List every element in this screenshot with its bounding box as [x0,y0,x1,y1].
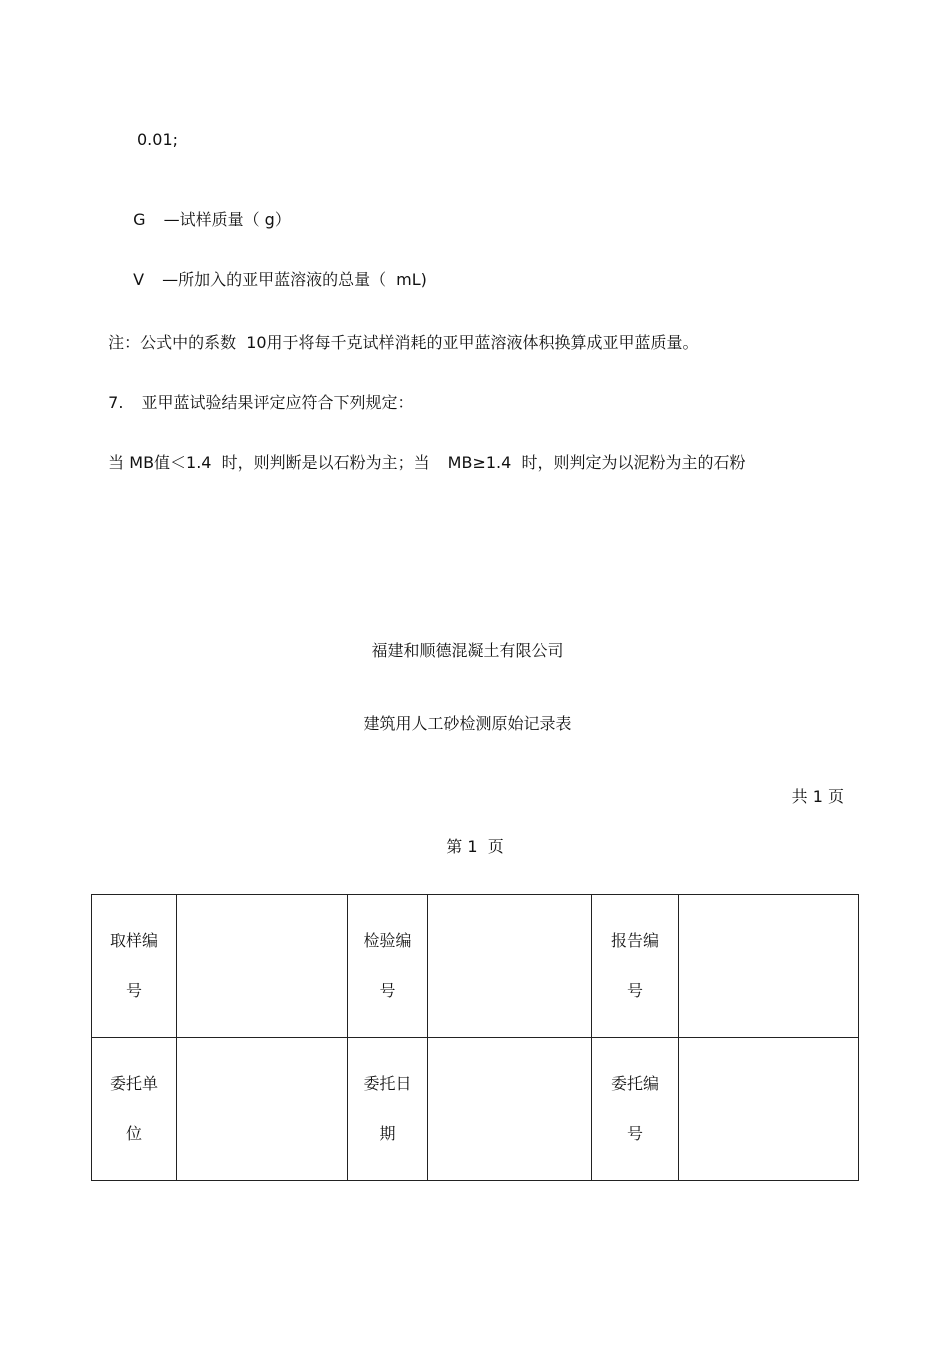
g-definition [123,190,291,230]
mb-criteria-part2: MB≥1.4 时，则判定为以泥粉为主的石粉 [447,453,746,472]
v-description: —所加入的亚甲蓝溶液的总量（ [162,270,387,289]
total-pages: 共 1 页 [791,787,844,806]
commission-date-value[interactable] [428,1038,592,1181]
inspection-number-label: 检验编 号 [348,895,428,1038]
client-unit-value[interactable] [177,1038,348,1181]
v-symbol: V [133,270,145,289]
item-7 [98,373,413,413]
item-7-number: 7. [108,393,124,412]
sample-number-value[interactable] [177,895,348,1038]
table-row [92,1038,859,1181]
note-prefix: 注：公式中的系数 [108,333,237,352]
coefficient-note [98,313,699,353]
sample-number-label: 取样编 号 [92,895,177,1038]
record-table [91,894,859,1181]
note-text: 用于将每千克试样消耗的亚甲蓝溶液体积换算成亚甲蓝质量。 [266,333,699,352]
commission-number-value[interactable] [679,1038,859,1181]
g-symbol: G [133,210,146,229]
report-number-value[interactable] [679,895,859,1038]
commission-number-label: 委托编 号 [592,1038,679,1181]
company-name: 福建和顺德混凝土有限公司 [371,641,564,660]
table-row [92,895,859,1038]
page-number: 第 1 页 [446,837,504,856]
inspection-number-value[interactable] [428,895,592,1038]
report-number-label: 报告编 号 [592,895,679,1038]
mb-criteria [98,433,745,473]
mb-criteria-part1: 当 MB值＜1.4 时，则判断是以石粉为主；当 [108,453,430,472]
v-unit: mL) [396,270,427,289]
note-coefficient: 10 [246,333,267,352]
v-definition [123,250,427,290]
item-7-text: 亚甲蓝试验结果评定应符合下列规定： [141,393,414,412]
client-unit-label: 委托单 位 [92,1038,177,1181]
g-description: —试样质量（ g） [163,210,291,229]
commission-date-label: 委托日 期 [348,1038,428,1181]
formula-value-line: 0.01; [137,130,179,149]
form-title: 建筑用人工砂检测原始记录表 [363,714,572,733]
